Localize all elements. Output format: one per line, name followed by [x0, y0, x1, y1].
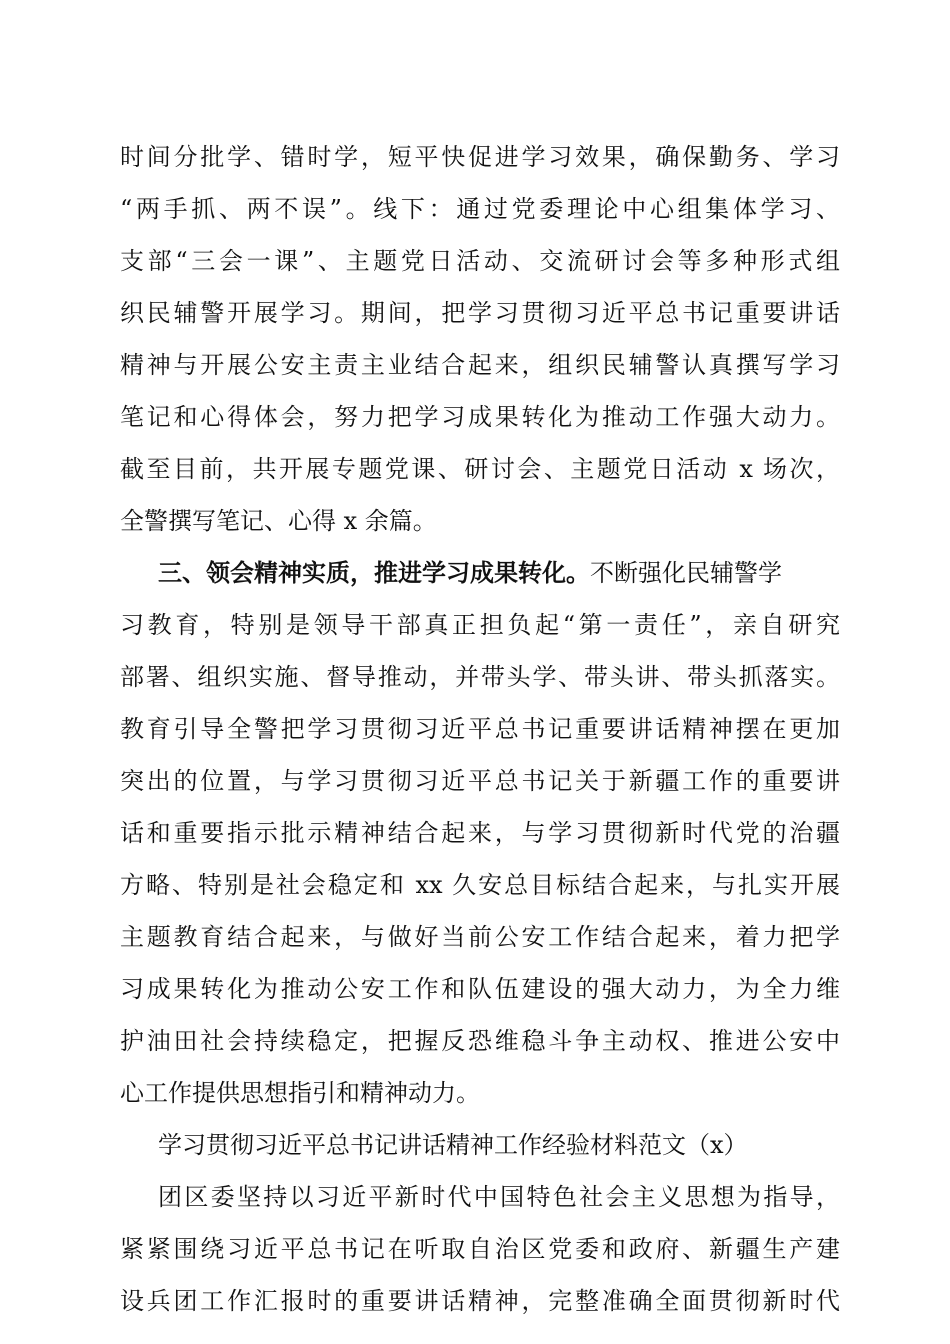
paragraph-line: 突出的位置，与学习贯彻习近平总书记关于新疆工作的重要讲 — [120, 767, 840, 795]
paragraph-line: 护油田社会持续稳定，把握反恐维稳斗争主动权、推进公安中 — [120, 1027, 840, 1055]
paragraph-line: 团区委坚持以习近平新时代中国特色社会主义思想为指导， — [158, 1183, 840, 1211]
paragraph-line: 方略、特别是社会稳定和 xx 久安总目标结合起来，与扎实开展 — [120, 871, 840, 899]
paragraph-line: 支部“三会一课”、主题党日活动、交流研讨会等多种形式组 — [120, 247, 840, 275]
section-heading-rest: 不断强化民辅警学 — [590, 559, 782, 587]
paragraph-line: 笔记和心得体会，努力把学习成果转化为推动工作强大动力。 — [120, 403, 840, 431]
paragraph-line: “两手抓、两不误”。线下：通过党委理论中心组集体学习、 — [120, 195, 840, 223]
paragraph-line: 织民辅警开展学习。期间，把学习贯彻习近平总书记重要讲话 — [120, 299, 840, 327]
paragraph-line: 话和重要指示批示精神结合起来，与学习贯彻新时代党的治疆 — [120, 819, 840, 847]
paragraph-line: 习教育，特别是领导干部真正担负起“第一责任”，亲自研究 — [120, 611, 840, 639]
section-heading: 三、领会精神实质，推进学习成果转化。 — [158, 559, 590, 587]
paragraph-line: 全警撰写笔记、心得 x 余篇。 — [120, 507, 437, 535]
paragraph-line: 教育引导全警把学习贯彻习近平总书记重要讲话精神摆在更加 — [120, 715, 840, 743]
paragraph-line: 紧紧围绕习近平总书记在听取自治区党委和政府、新疆生产建 — [120, 1235, 840, 1263]
paragraph-line: 时间分批学、错时学，短平快促进学习效果，确保勤务、学习 — [120, 143, 840, 171]
section-heading-line — [158, 550, 840, 596]
paragraph-line: 设兵团工作汇报时的重要讲话精神，完整准确全面贯彻新时代 — [120, 1287, 840, 1315]
paragraph-line: 心工作提供思想指引和精神动力。 — [120, 1079, 480, 1107]
paragraph-line: 主题教育结合起来，与做好当前公安工作结合起来，着力把学 — [120, 923, 840, 951]
paragraph-line: 精神与开展公安主责主业结合起来，组织民辅警认真撰写学习 — [120, 351, 840, 379]
paragraph-line: 部署、组织实施、督导推动，并带头学、带头讲、带头抓落实。 — [120, 663, 840, 691]
paragraph-line: 截至目前，共开展专题党课、研讨会、主题党日活动 x 场次， — [120, 455, 840, 483]
paragraph-line: 习成果转化为推动公安工作和队伍建设的强大动力，为全力维 — [120, 975, 840, 1003]
document-title: 学习贯彻习近平总书记讲话精神工作经验材料范文（x） — [158, 1131, 748, 1159]
